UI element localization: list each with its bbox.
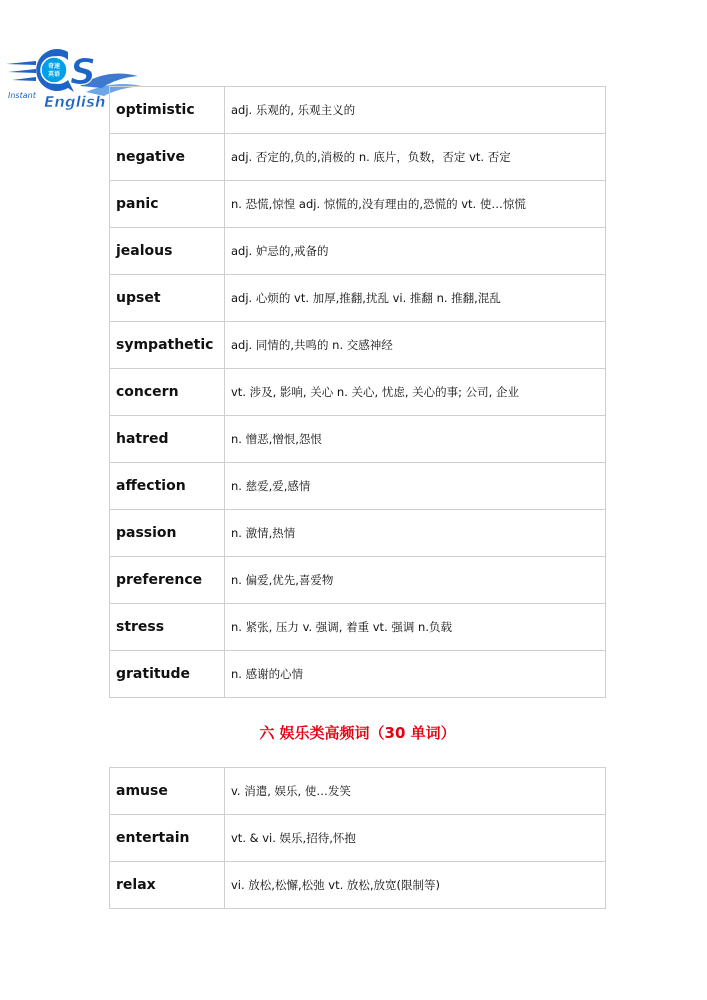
table-row — [110, 815, 606, 862]
svg-text:Instant: Instant — [8, 91, 36, 100]
vocab-definition: n. 感谢的心情 — [225, 651, 606, 698]
vocab-word: stress — [110, 604, 225, 651]
vocab-definition: adj. 乐观的, 乐观主义的 — [225, 87, 606, 134]
table-row — [110, 463, 606, 510]
vocab-definition: adj. 妒忌的,戒备的 — [225, 228, 606, 275]
table-row — [110, 181, 606, 228]
vocab-word: sympathetic — [110, 322, 225, 369]
logo-s-letter: S — [70, 52, 96, 93]
vocab-word: jealous — [110, 228, 225, 275]
svg-text:英语: 英语 — [47, 71, 61, 78]
vocab-definition: n. 憎恶,憎恨,怨恨 — [225, 416, 606, 463]
table-row — [110, 651, 606, 698]
vocab-definition: n. 恐慌,惊惶 adj. 惊慌的,没有理由的,恐慌的 vt. 使…惊慌 — [225, 181, 606, 228]
vocab-definition: n. 紧张, 压力 v. 强调, 着重 vt. 强调 n.负载 — [225, 604, 606, 651]
vocab-word: concern — [110, 369, 225, 416]
vocab-word: affection — [110, 463, 225, 510]
table-row — [110, 275, 606, 322]
svg-text:奇速: 奇速 — [47, 63, 61, 70]
table-row — [110, 228, 606, 275]
vocab-word: passion — [110, 510, 225, 557]
vocab-word: preference — [110, 557, 225, 604]
vocab-word: amuse — [110, 768, 225, 815]
vocab-definition: n. 慈爱,爱,感情 — [225, 463, 606, 510]
vocab-word: relax — [110, 862, 225, 909]
vocab-definition: vi. 放松,松懈,松弛 vt. 放松,放宽(限制等) — [225, 862, 606, 909]
vocab-definition: vt. 涉及, 影响, 关心 n. 关心, 忧虑, 关心的事; 公司, 企业 — [225, 369, 606, 416]
table-row — [110, 557, 606, 604]
vocab-table-emotions — [109, 86, 606, 698]
vocab-definition: v. 消遣, 娱乐, 使…发笑 — [225, 768, 606, 815]
section-title: 六 娱乐类高频词（30 单词） — [259, 724, 456, 742]
table-row — [110, 768, 606, 815]
table-row — [110, 87, 606, 134]
table-row — [110, 322, 606, 369]
table-row — [110, 604, 606, 651]
vocab-word: entertain — [110, 815, 225, 862]
vocab-word: negative — [110, 134, 225, 181]
speed-streaks — [6, 61, 36, 81]
vocab-definition: vt. & vi. 娱乐,招待,怀抱 — [225, 815, 606, 862]
vocab-word: gratitude — [110, 651, 225, 698]
table-row — [110, 416, 606, 463]
vocab-definition: adj. 心烦的 vt. 加厚,推翻,扰乱 vi. 推翻 n. 推翻,混乱 — [225, 275, 606, 322]
vocab-definition: n. 激情,热情 — [225, 510, 606, 557]
vocab-table-entertainment — [109, 767, 606, 909]
vocab-word: upset — [110, 275, 225, 322]
vocab-word: hatred — [110, 416, 225, 463]
svg-text:English: English — [44, 93, 106, 111]
table-row — [110, 510, 606, 557]
vocab-definition: adj. 同情的,共鸣的 n. 交感神经 — [225, 322, 606, 369]
table-row — [110, 862, 606, 909]
table-row — [110, 134, 606, 181]
vocab-word: panic — [110, 181, 225, 228]
vocab-definition: n. 偏爱,优先,喜爱物 — [225, 557, 606, 604]
vocab-word: optimistic — [110, 87, 225, 134]
table-row — [110, 369, 606, 416]
vocab-definition: adj. 否定的,负的,消极的 n. 底片，负数，否定 vt. 否定 — [225, 134, 606, 181]
